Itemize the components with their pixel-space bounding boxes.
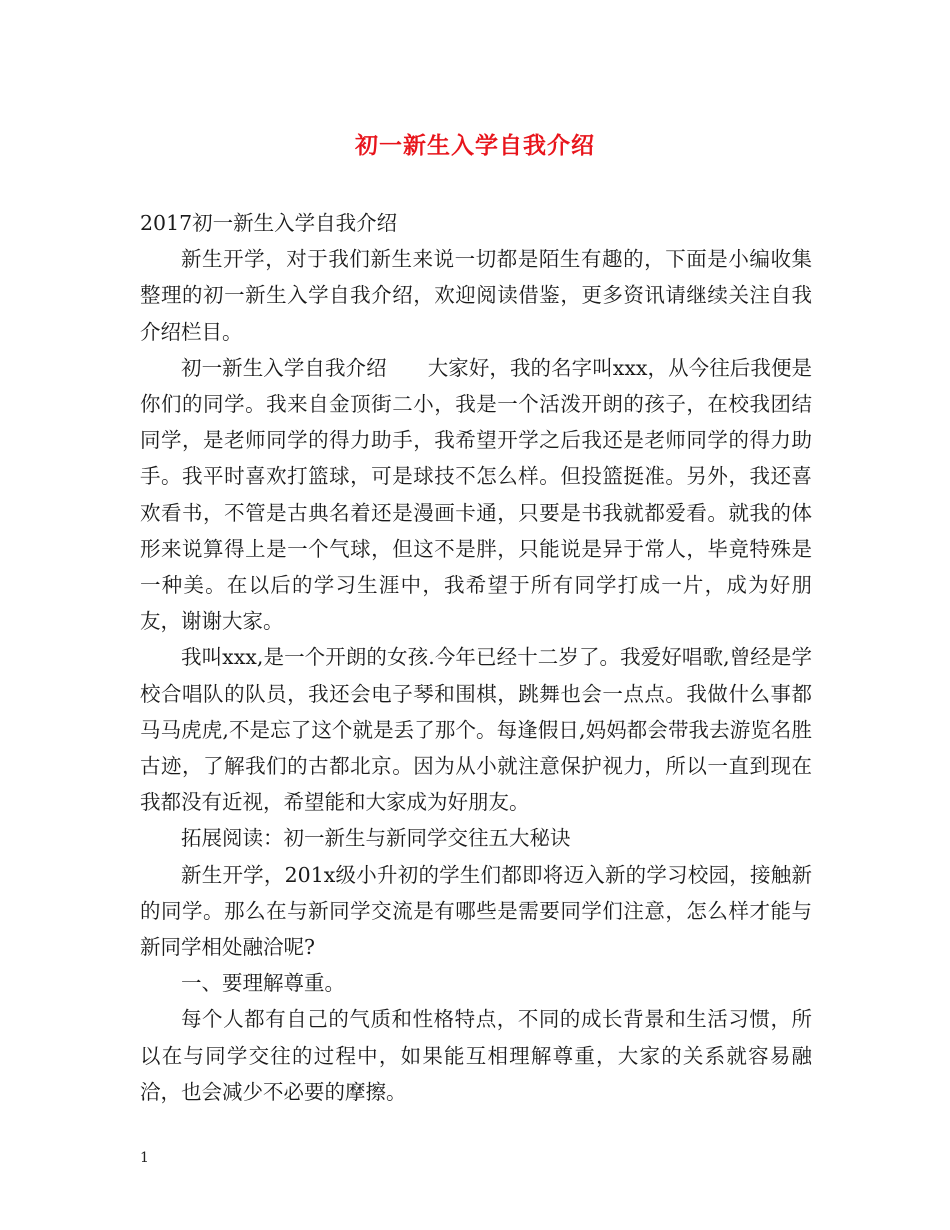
paragraph-intro-sample <box>140 350 812 640</box>
paragraph: 新生开学，201x级小升初的学生们都即将迈入新的学习校园，接触新的同学。那么在与新同学交流是有哪些是需要同学们注意，怎么样才能与新同学相处融洽呢? <box>140 862 812 960</box>
page-number: 1 <box>140 1150 149 1166</box>
document-body <box>140 205 812 1110</box>
paragraph-subtitle: 2017初一新生入学自我介绍 <box>140 211 398 235</box>
document-title: 初一新生入学自我介绍 <box>355 133 595 159</box>
paragraph: 我叫xxx,是一个开朗的女孩.今年已经十二岁了。我爱好唱歌,曾经是学校合唱队的队员，我还会电子琴和围棋，跳舞也会一点点。我做什么事都马马虎虎,不是忘了这个就是丢了那个。每逢假日,妈妈都会带我去游览名胜古迹，了解我们的古都北京。因为从小就注意保护视力，所以一直到现在我都没有近视，希望能和大家成为好朋友。 <box>140 645 812 815</box>
paragraph: 新生开学，对于我们新生来说一切都是陌生有趣的，下面是小编收集整理的初一新生入学自我介绍，欢迎阅读借鉴，更多资讯请继续关注自我介绍栏目。 <box>140 247 812 344</box>
paragraph-heading: 一、要理解尊重。 <box>181 971 345 996</box>
inline-heading: 初一新生入学自我介绍 <box>181 355 387 380</box>
paragraph-heading: 拓展阅读：初一新生与新同学交往五大秘诀 <box>181 826 571 851</box>
paragraph: 每个人都有自己的气质和性格特点，不同的成长背景和生活习惯，所以在与同学交往的过程中，如果能互相理解尊重，大家的关系就容易融洽，也会减少不必要的摩擦。 <box>140 1007 812 1104</box>
paragraph-continuation: 大家好，我的名字叫xxx，从今往后我便是你们的同学。我来自金顶街二小，我是一个活泼开朗的孩子，在校我团结同学，是老师同学的得力助手，我希望开学之后我还是老师同学的得力助手。我平时喜欢打篮球，可是球技不怎么样。但投篮挺准。另外，我还喜欢看书，不管是古典名着还是漫画卡通，只要是书我就都爱看。就我的体形来说算得上是一个气球，但这不是胖，只能说是异于常人，毕竟特殊是一种美。在以后的学习生涯中，我希望于所有同学打成一片，成为好朋友，谢谢大家。 <box>140 355 813 634</box>
